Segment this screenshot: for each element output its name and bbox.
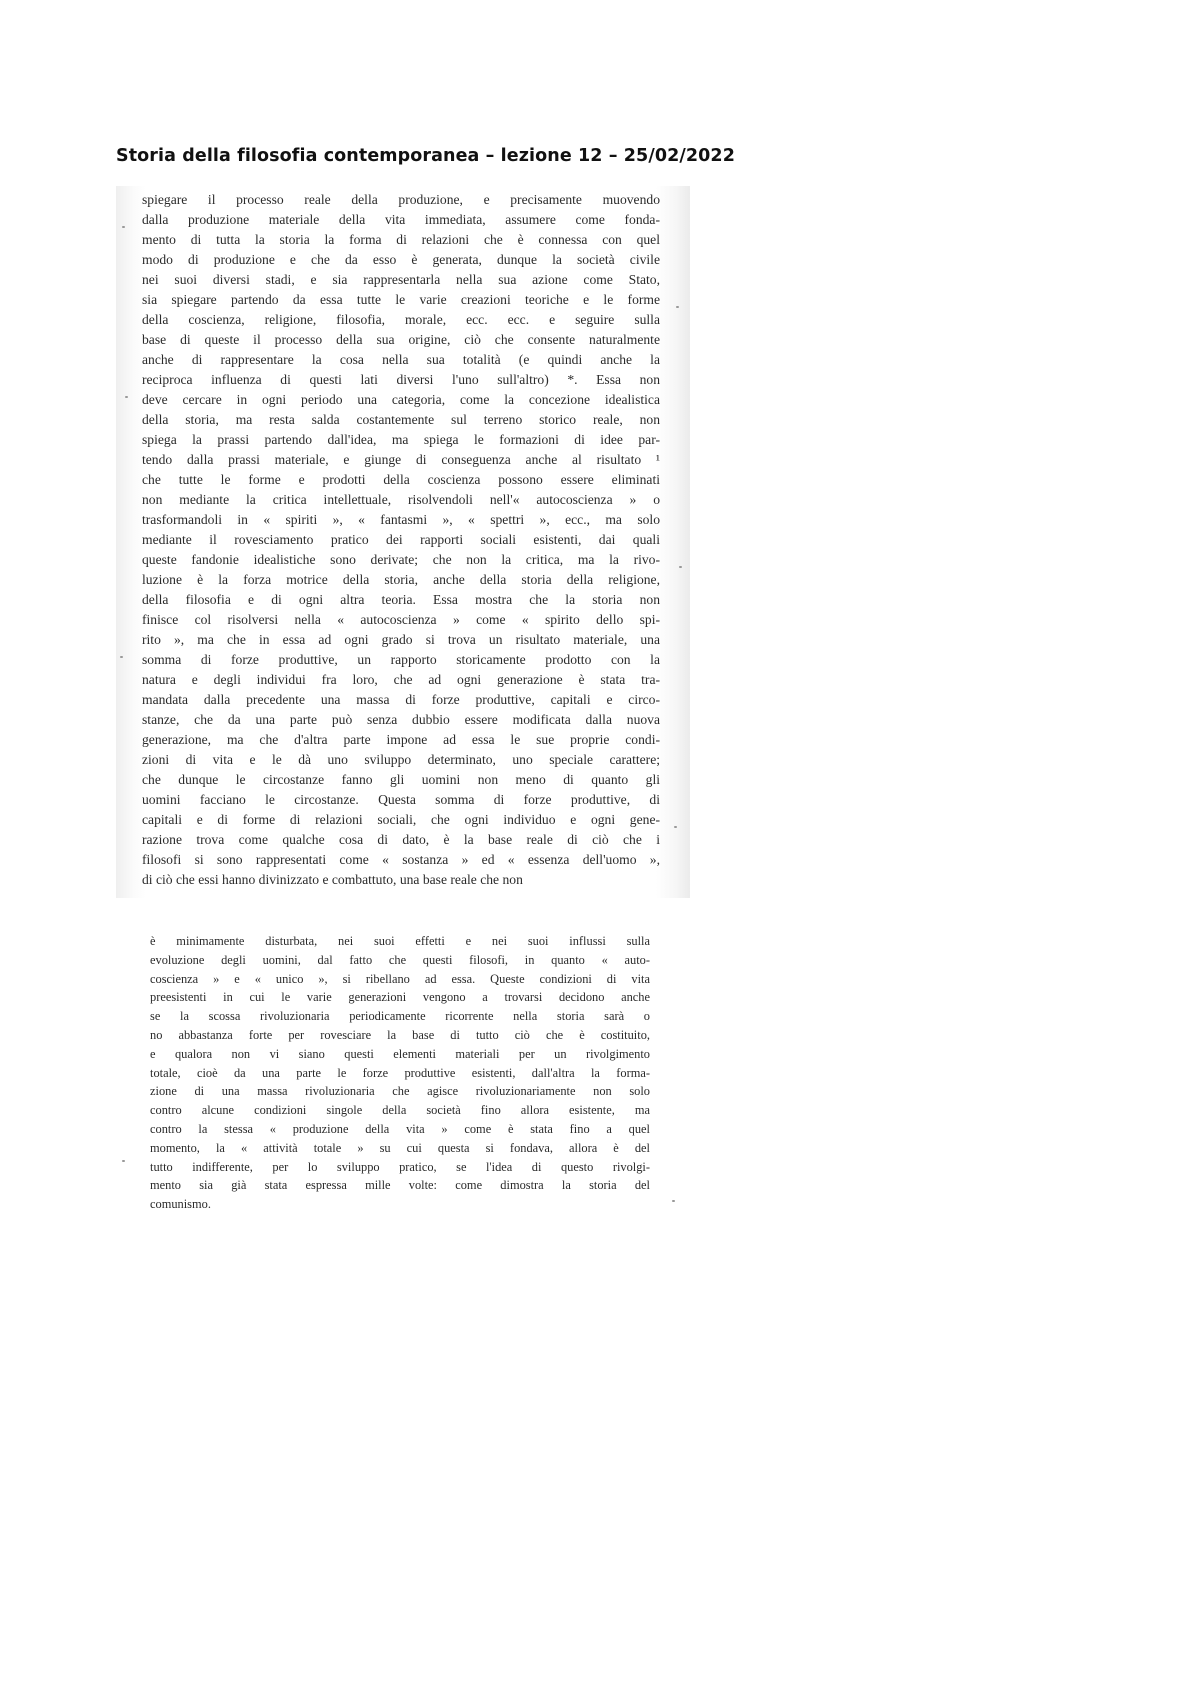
- text-line: razione trova come qualche cosa di dato, è la base reale di ciò che i: [142, 832, 660, 847]
- text-line: è minimamente disturbata, nei suoi effetti e nei suoi influssi sulla: [150, 934, 650, 948]
- text-line: modo di produzione e che da esso è generata, dunque la società civile: [142, 252, 660, 267]
- text-line: spiegare il processo reale della produzione, e precisamente muovendo: [142, 192, 660, 207]
- text-line: mento sia già stata espressa mille volte: come dimostra la storia del: [150, 1178, 650, 1193]
- page-header-title: Storia della filosofia contemporanea – lezione 12 – 25/02/2022: [116, 146, 735, 166]
- text-line: preesistenti in cui le varie generazioni vengono a trovarsi decidono anche: [150, 990, 650, 1005]
- scan-speck: [679, 566, 682, 568]
- text-line: finisce col risolversi nella « autocoscienza » come « spirito dello spi-: [142, 612, 660, 627]
- text-line: non mediante la critica intellettuale, risolvendoli nell'« autocoscienza » o: [142, 492, 660, 507]
- text-line: luzione è la forza motrice della storia, anche della storia della religione,: [142, 572, 660, 587]
- text-line: mento di tutta la storia la forma di relazioni che è connessa con quel: [142, 232, 660, 247]
- scan-speck: [672, 1200, 675, 1202]
- scan-speck: [676, 306, 679, 308]
- text-line: stanze, che da una parte può senza dubbio essere modificata dalla nuova: [142, 712, 660, 727]
- text-line: della coscienza, religione, filosofia, morale, ecc. ecc. e seguire sulla: [142, 312, 660, 327]
- scan-speck: [120, 656, 123, 658]
- text-line: mediante il rovesciamento pratico dei rapporti sociali esistenti, dai quali: [142, 532, 660, 547]
- text-line: evoluzione degli uomini, dal fatto che questi filosofi, in quanto « auto-: [150, 952, 650, 967]
- scan-speck: [125, 396, 128, 398]
- text-line: base di queste il processo della sua origine, ciò che consente naturalmente: [142, 332, 660, 347]
- text-line: e qualora non vi siano questi elementi materiali per un rivolgimento: [150, 1046, 650, 1061]
- text-line: natura e degli individui fra loro, che ad ogni generazione è stata tra-: [142, 672, 660, 687]
- text-line: zioni di vita e le dà uno sviluppo determinato, uno speciale carattere;: [142, 752, 660, 767]
- text-line: che dunque le circostanze fanno gli uomini non meno di quanto gli: [142, 772, 660, 787]
- text-line: uomini facciano le circostanze. Questa somma di forze produttive, di: [142, 792, 660, 807]
- text-line: somma di forze produttive, un rapporto storicamente prodotto con la: [142, 652, 660, 667]
- text-line: tutto indifferente, per lo sviluppo pratico, se l'idea di questo rivolgi-: [150, 1159, 650, 1174]
- scan-speck: [122, 1160, 125, 1162]
- text-line: comunismo.: [150, 1197, 211, 1212]
- text-line: deve cercare in ogni periodo una categoria, come la concezione idealistica: [142, 392, 660, 407]
- text-line: reciproca influenza di questi lati diversi l'uno sull'altro) *. Essa non: [142, 372, 660, 387]
- text-line: contro la stessa « produzione della vita » come è stata fino a quel: [150, 1121, 650, 1136]
- text-line: filosofi si sono rappresentati come « sostanza » ed « essenza dell'uomo »,: [142, 852, 660, 867]
- scanned-page-excerpt-1: [116, 186, 690, 898]
- scan-1-text-block: [142, 190, 660, 890]
- text-line: trasformandoli in « spiriti », « fantasmi », « spettri », ecc., ma solo: [142, 512, 660, 527]
- scanned-page-excerpt-2: [116, 900, 690, 1250]
- text-line: mandata dalla precedente una massa di forze produttive, capitali e circo-: [142, 692, 660, 707]
- text-line: capitali e di forme di relazioni sociali, che ogni individuo e ogni gene-: [142, 812, 660, 827]
- text-line: spiega la prassi partendo dall'idea, ma spiega le formazioni di idee par-: [142, 432, 660, 447]
- scan-speck: [674, 826, 677, 828]
- text-line: che tutte le forme e prodotti della coscienza possono essere eliminati: [142, 472, 660, 487]
- text-line: contro alcune condizioni singole della società fino allora esistente, ma: [150, 1103, 650, 1118]
- text-line: totale, cioè da una parte le forze produttive esistenti, dall'altra la forma-: [150, 1065, 650, 1080]
- text-line: dalla produzione materiale della vita immediata, assumere come fonda-: [142, 212, 660, 227]
- text-line: queste fandonie idealistiche sono derivate; che non la critica, ma la rivo-: [142, 552, 660, 567]
- scan-speck: [122, 226, 125, 228]
- text-line: se la scossa rivoluzionaria periodicamente ricorrente nella storia sarà o: [150, 1009, 650, 1024]
- text-line: no abbastanza forte per rovesciare la base di tutto ciò che è costituito,: [150, 1027, 650, 1042]
- text-line: di ciò che essi hanno divinizzato e combattuto, una base reale che non: [142, 872, 523, 887]
- text-line: nei suoi diversi stadi, e sia rappresentarla nella sua azione come Stato,: [142, 272, 660, 287]
- text-line: tendo dalla prassi materiale, e giunge di conseguenza anche al risultato ¹: [142, 452, 660, 467]
- text-line: sia spiegare partendo da essa tutte le varie creazioni teoriche e le forme: [142, 292, 660, 307]
- scan-2-text-block: [150, 932, 650, 1214]
- text-line: rito », ma che in essa ad ogni grado si trova un risultato materiale, una: [142, 632, 660, 647]
- text-line: momento, la « attività totale » su cui questa si fondava, allora è del: [150, 1140, 650, 1155]
- text-line: della filosofia e di ogni altra teoria. Essa mostra che la storia non: [142, 592, 660, 607]
- text-line: coscienza » e « unico », si ribellano ad essa. Queste condizioni di vita: [150, 971, 650, 986]
- text-line: zione di una massa rivoluzionaria che agisce rivoluzionariamente non solo: [150, 1084, 650, 1099]
- text-line: della storia, ma resta salda costantemente sul terreno storico reale, non: [142, 412, 660, 427]
- text-line: anche di rappresentare la cosa nella sua totalità (e quindi anche la: [142, 352, 660, 367]
- text-line: generazione, ma che d'altra parte impone ad essa le sue proprie condi-: [142, 732, 660, 747]
